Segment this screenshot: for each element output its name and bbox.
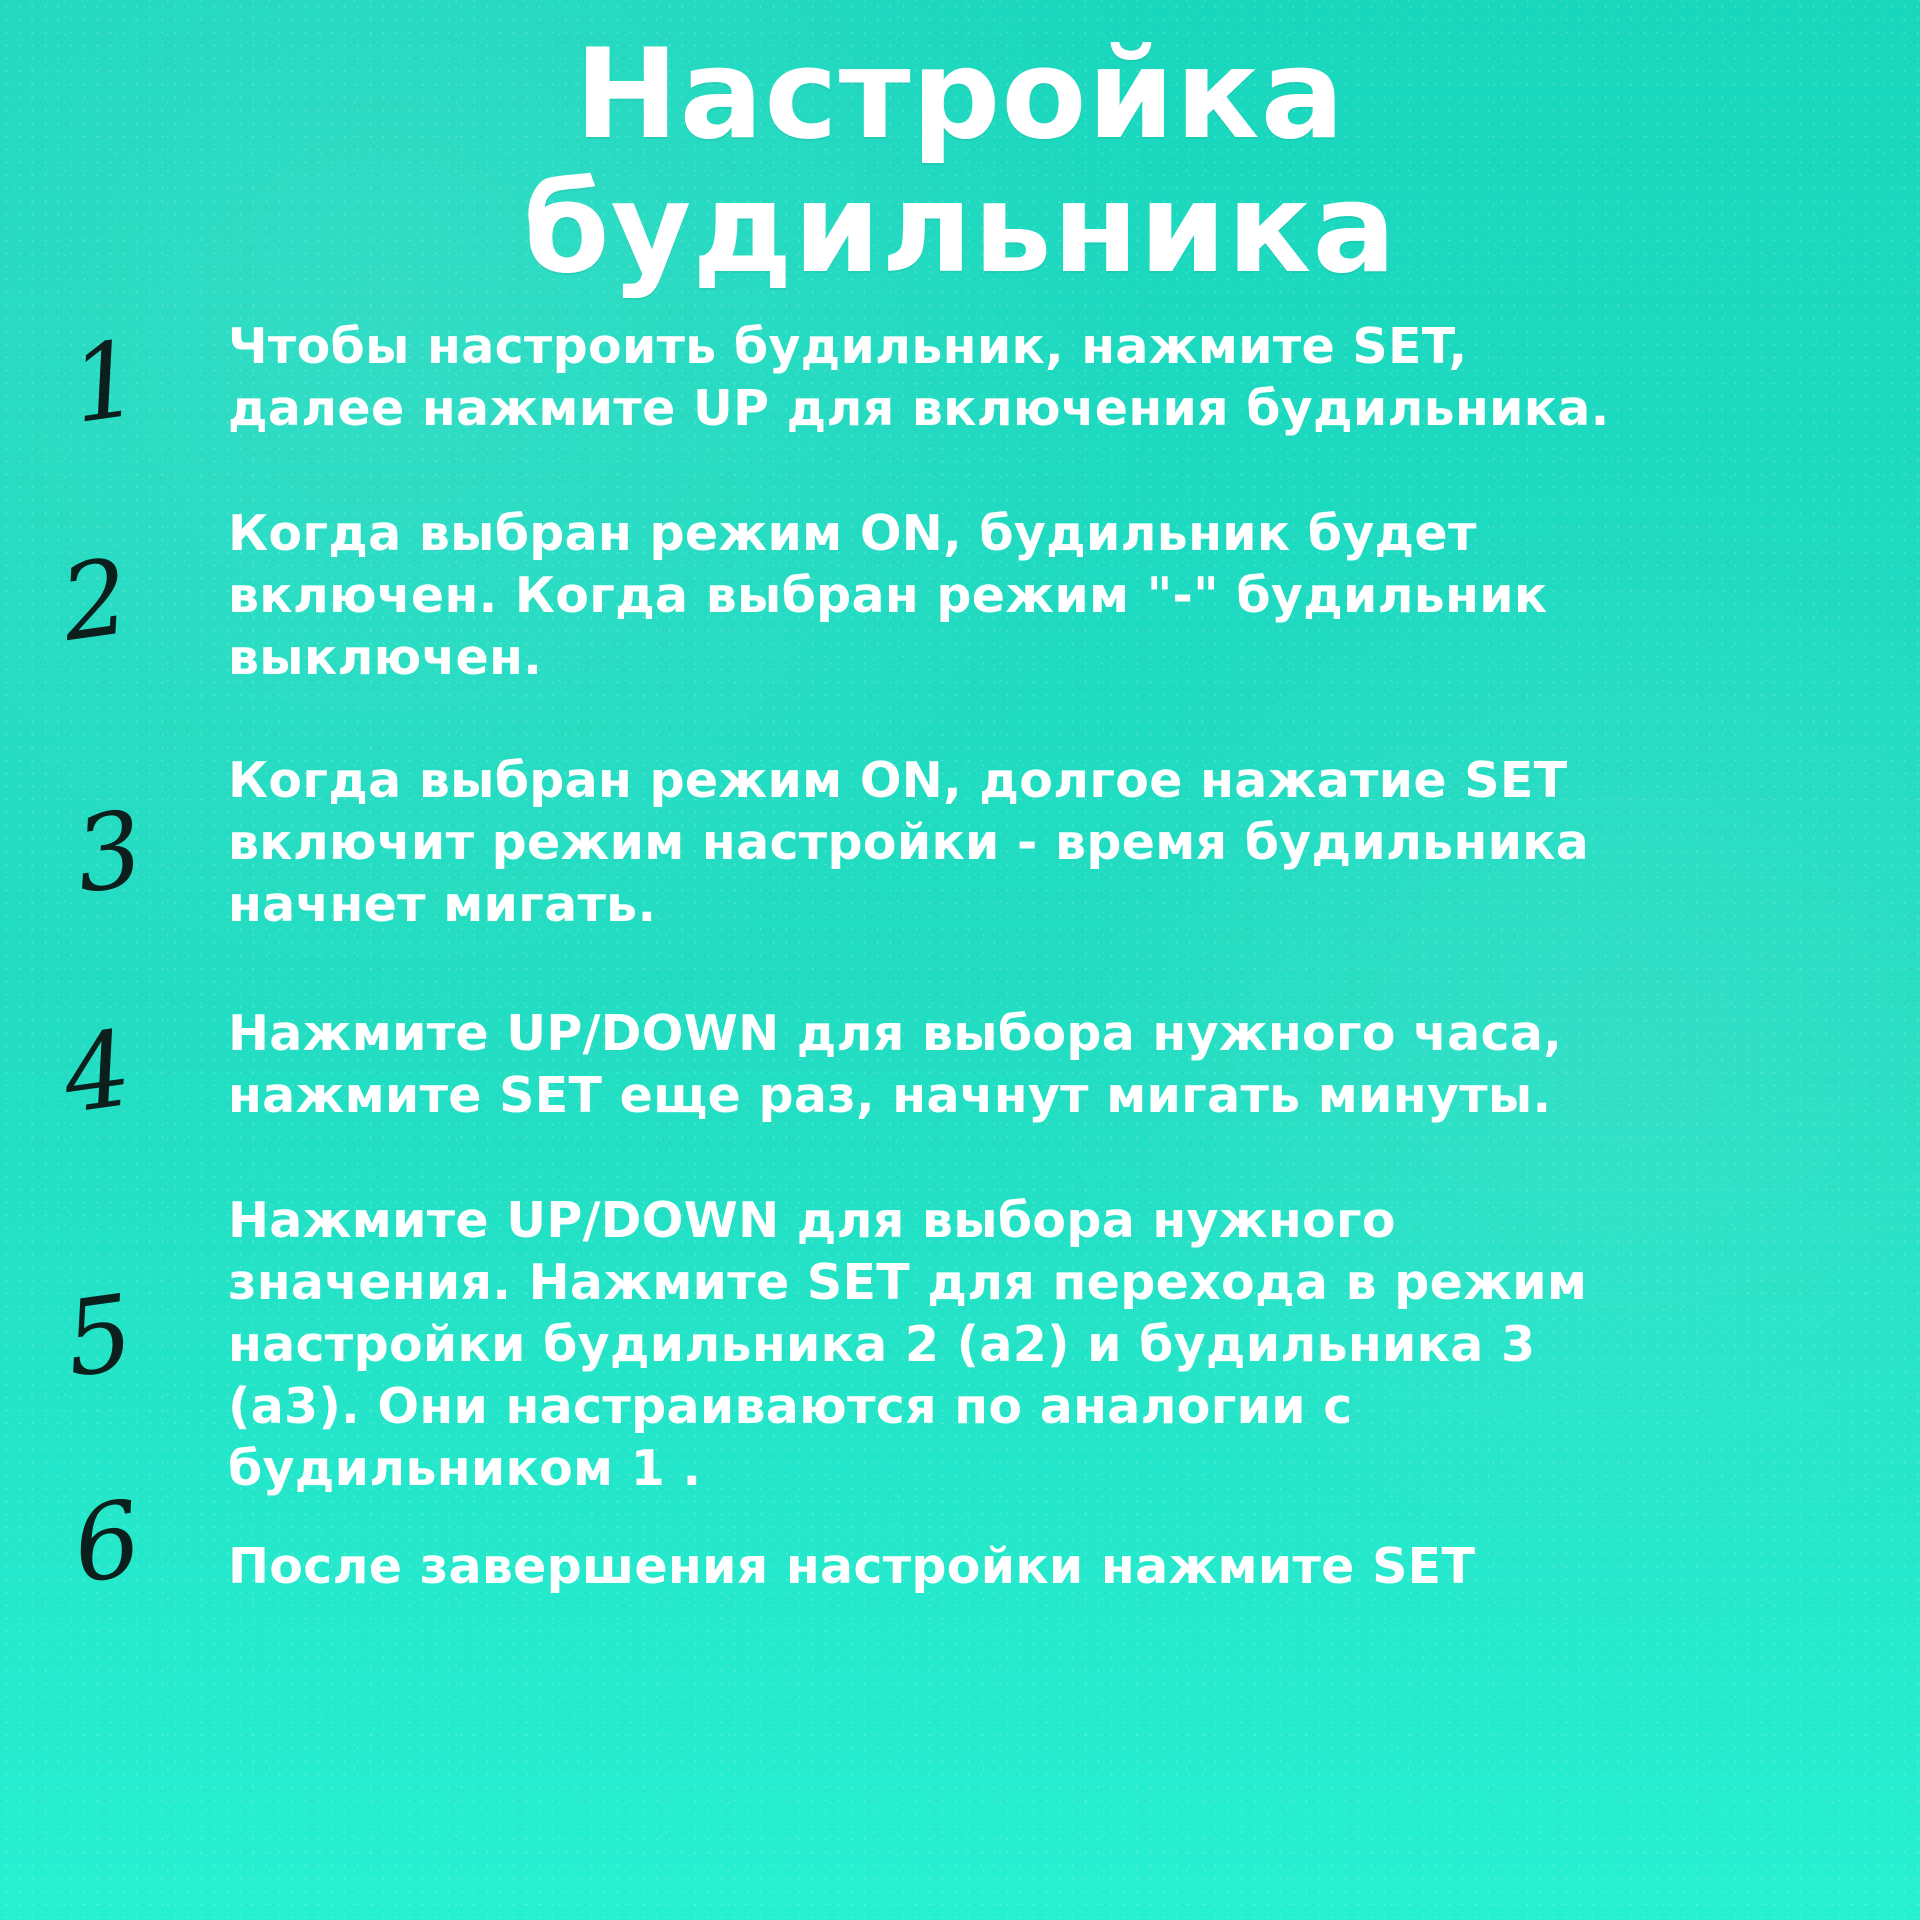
page-title [0, 23, 1920, 301]
step-number-5: 5 [57, 1270, 141, 1402]
step-text-5: Нажмите UP/DOWN для выбора нужного значения. Нажмите SET для перехода в режим настройки будильника 2 (a2) и будильника 3 (a3). Они настраиваются по аналогии с будильником 1 . [228, 1192, 1588, 1497]
page-title-line-1: Настройка [574, 23, 1346, 167]
step-number-1: 1 [63, 316, 147, 448]
step-number-6: 6 [65, 1476, 149, 1608]
step-text-4: Нажмите UP/DOWN для выбора нужного часа, нажмите SET еще раз, начнут мигать минуты. [228, 1005, 1563, 1124]
step-number-3: 3 [67, 786, 151, 918]
step-text-6: После завершения настройки нажмите SET [228, 1538, 1476, 1595]
step-text-1: Чтобы настроить будильник, нажмите SET, далее нажмите UP для включения будильника. [228, 318, 1610, 437]
step-text-3: Когда выбран режим ON, долгое нажатие SET включит режим настройки - время будильника начнет мигать. [228, 752, 1590, 933]
step-number-4: 4 [55, 1006, 139, 1138]
step-number-2: 2 [53, 534, 137, 666]
step-text-2: Когда выбран режим ON, будильник будет включен. Когда выбран режим "-" будильник выключен. [228, 505, 1548, 686]
page-title-line-2: будильника [522, 157, 1398, 301]
